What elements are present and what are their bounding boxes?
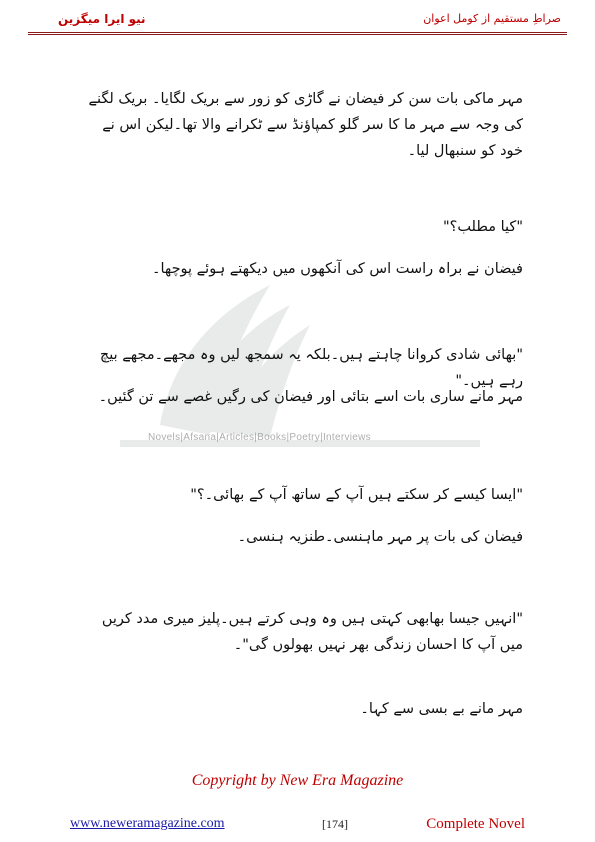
watermark-caption: Novels|Afsana|Articles|Books|Poetry|Interviews — [148, 432, 371, 443]
paragraph-1: مہر ماکی بات سن کر فیضان نے گاڑی کو زور سے بریک لگایا۔ بریک لگنے کی وجہ سے مہر ما کا سر گلو کمپاؤنڈ سے ٹکرانے والا تھا۔لیکن اس نے خود کو سنبھال لیا۔ — [88, 91, 523, 159]
novel-title: صراطِ مستقیم از کومل اعوان — [423, 12, 561, 25]
paragraph-7: فیضان کی بات پر مہر ماہنسی۔طنزیہ ہنسی۔ — [237, 529, 523, 545]
paragraph-4: "بھائی شادی کروانا چاہتے ہیں۔بلکہ یہ سمجھ لیں وہ مجھے۔مجھے بیچ رہے ہیں۔" — [99, 347, 523, 389]
paragraph-5: مہر مانے ساری بات اسے بتائی اور فیضان کی رگیں غصے سے تن گئیں۔ — [98, 389, 523, 405]
paragraph-9: مہر مانے بے بسی سے کہا۔ — [360, 701, 523, 717]
page-header — [28, 8, 567, 35]
copyright-notice: Copyright by New Era Magazine — [191, 772, 404, 789]
website-link[interactable]: www.neweramagazine.com — [70, 816, 225, 831]
magazine-name: نیو ایرا میگزین — [58, 12, 146, 26]
page-footer — [60, 816, 535, 836]
paragraph-6: "ایسا کیسے کر سکتے ہیں آپ کے ساتھ آپ کے بھائی۔؟" — [190, 487, 523, 503]
paragraph-8: "انہیں جیسا بھابھی کہتی ہیں وہ وہی کرتے ہیں۔پلیز میری مدد کریں میں آپ کا احسان زندگی بھر نہیں بھولوں گی"۔ — [101, 611, 523, 653]
paragraph-2: "کیا مطلب؟" — [442, 219, 523, 235]
section-label: Complete Novel — [426, 816, 525, 832]
paragraph-3: فیضان نے براہ راست اس کی آنکھوں میں دیکھتے ہوئے پوچھا۔ — [151, 261, 523, 277]
page-number: [174] — [322, 817, 348, 831]
